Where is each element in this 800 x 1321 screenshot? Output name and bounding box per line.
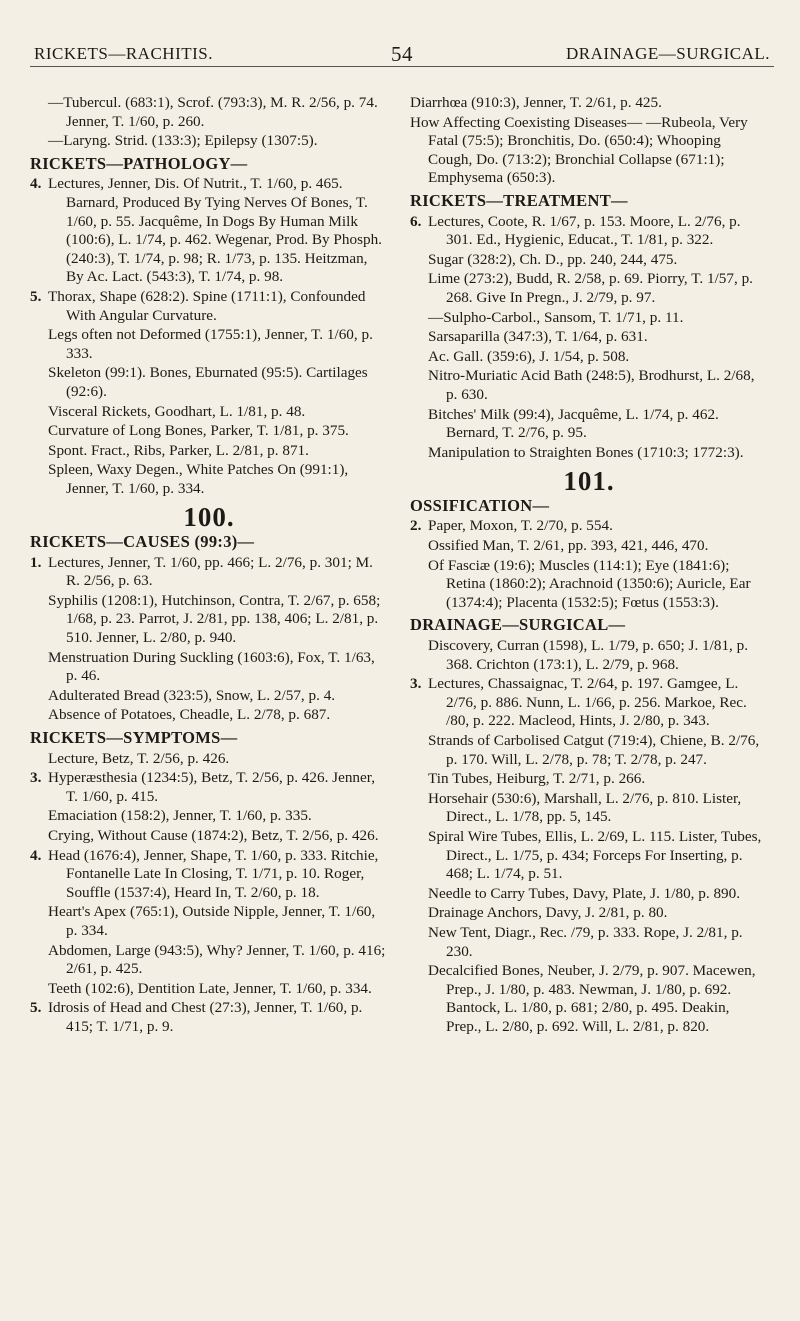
entry-text: Emaciation (158:2), Jenner, T. 1/60, p. 335. — [48, 807, 312, 825]
index-entry — [410, 904, 768, 923]
index-entry — [410, 885, 768, 904]
index-entry — [410, 517, 768, 536]
index-entry — [410, 790, 768, 827]
index-entry — [30, 326, 388, 363]
section-number-marker: 100. — [183, 502, 235, 533]
entry-text: Syphilis (1208:1), Hutchinson, Contra, T. 2/67, p. 658; 1/68, p. 23. Parrot, J. 2/81, pp. 138, 406; L. 2/81, p. 510. Jenner, L. 2/80, p. 940. — [48, 591, 381, 647]
entry-text: Bitches' Milk (99:4), Jacquême, L. 1/74, p. 462. Bernard, T. 2/76, p. 95. — [428, 405, 719, 442]
index-entry — [30, 592, 388, 648]
section-number-marker: 101. — [563, 466, 615, 497]
entry-text: Spiral Wire Tubes, Ellis, L. 2/69, L. 115. Lister, Tubes, Direct., L. 1/75, p. 434; Forceps For Inserting, p. 468; L. 1/74, p. 51. — [428, 827, 762, 883]
entry-text: Tin Tubes, Heiburg, T. 2/71, p. 266. — [428, 770, 646, 788]
index-entry — [410, 367, 768, 404]
index-entry — [410, 309, 768, 328]
entry-number: 4. — [30, 846, 42, 864]
entry-text: Horsehair (530:6), Marshall, L. 2/76, p. 810. Lister, Direct., L. 1/78, pp. 5, 145. — [428, 789, 742, 826]
index-entry — [30, 706, 388, 725]
entry-text: Lime (273:2), Budd, R. 2/58, p. 69. Piorry, T. 1/57, p. 268. Give In Pregn., J. 2/79, p. 97. — [428, 270, 753, 306]
index-entry — [410, 675, 768, 731]
entry-text: Drainage Anchors, Davy, J. 2/81, p. 80. — [428, 904, 668, 922]
entry-text: Heart's Apex (765:1), Outside Nipple, Jenner, T. 1/60, p. 334. — [48, 903, 376, 939]
entry-text: Head (1676:4), Jenner, Shape, T. 1/60, p. 333. Ritchie, Fontanelle Late In Closing, T. 1/71, p. 10. Roger, Souffle (1537:4), Heard In, T. 2/60, p. 18. — [48, 846, 379, 901]
entry-text: —Sulpho-Carbol., Sansom, T. 1/71, p. 11. — [428, 308, 684, 326]
entry-text: Idrosis of Head and Chest (27:3), Jenner, T. 1/60, p. 415; T. 1/71, p. 9. — [48, 999, 363, 1035]
index-entry: —Tubercul. (683:1), Scrof. (793:3), M. R. 2/56, p. 74. Jenner, T. 1/60, p. 260. — [48, 94, 378, 130]
section-heading: RICKETS—SYMPTOMS— — [30, 728, 238, 747]
entry-text: Abdomen, Large (943:5), Why? Jenner, T. 1/60, p. 416; 2/61, p. 425. — [48, 941, 386, 978]
entry-text: Adulterated Bread (323:5), Snow, L. 2/57, p. 4. — [48, 686, 336, 704]
entry-text: Thorax, Shape (628:2). Spine (1711:1), Confounded With Angular Curvature. — [48, 287, 366, 324]
entry-text: Ac. Gall. (359:6), J. 1/54, p. 508. — [428, 347, 630, 365]
index-entry — [30, 769, 388, 806]
entry-text: Menstruation During Suckling (1603:6), Fox, T. 1/63, p. 46. — [48, 648, 375, 685]
entry-text: Absence of Potatoes, Cheadle, L. 2/78, p. 687. — [48, 706, 331, 724]
running-header — [30, 36, 774, 67]
entry-text: Sarsaparilla (347:3), T. 1/64, p. 631. — [428, 328, 648, 346]
index-entry — [410, 251, 768, 270]
entry-number: 5. — [30, 287, 42, 305]
page-number: 54 — [391, 42, 413, 66]
entry-text: Needle to Carry Tubes, Davy, Plate, J. 1/80, p. 890. — [428, 884, 741, 902]
entry-text: Ossified Man, T. 2/61, pp. 393, 421, 446, 470. — [428, 537, 709, 555]
right-column — [410, 94, 768, 1038]
entry-text: Lectures, Coote, R. 1/67, p. 153. Moore, L. 2/76, p. 301. Ed., Hygienic, Educat., T. 1/81, p. 322. — [428, 212, 741, 249]
treatment-entries — [410, 213, 768, 463]
entry-text: Visceral Rickets, Goodhart, L. 1/81, p. 48. — [48, 402, 306, 420]
entry-text: Crying, Without Cause (1874:2), Betz, T. 2/56, p. 426. — [48, 826, 379, 844]
index-entry — [410, 328, 768, 347]
causes-entries — [30, 554, 388, 725]
index-entry — [410, 637, 768, 674]
entry-text: Lectures, Jenner, T. 1/60, pp. 466; L. 2/76, p. 301; M. R. 2/56, p. 63. — [48, 553, 373, 590]
index-entry — [30, 288, 388, 325]
index-entry — [30, 980, 388, 999]
index-entry — [410, 270, 768, 307]
entry-text: Strands of Carbolised Catgut (719:4), Chiene, B. 2/76, p. 170. Will, L. 2/78, p. 78; T. 2/78, p. 247. — [428, 732, 760, 768]
entry-number: 4. — [30, 175, 42, 193]
entry-number: 3. — [30, 769, 42, 787]
entry-text: Lectures, Chassaignac, T. 2/64, p. 197. Gamgee, L. 2/76, p. 886. Nunn, L. 1/66, p. 256. Markoe, Rec. /80, p. 222. Macleod, Hints, J. 2/80, p. 343. — [428, 675, 747, 730]
entry-text: Legs often not Deformed (1755:1), Jenner, T. 1/60, p. 333. — [48, 326, 373, 362]
entry-number: 1. — [30, 553, 42, 571]
index-entry — [30, 461, 388, 498]
index-entry — [30, 422, 388, 441]
index-entry — [410, 924, 768, 961]
ossification-entries — [410, 517, 768, 612]
index-entry — [410, 213, 768, 250]
index-entry — [410, 732, 768, 769]
index-entry — [30, 827, 388, 846]
index-entry: How Affecting Coexisting Diseases— —Rubeola, Very Fatal (75:5); Bronchitis, Do. (650:4); Whooping Cough, Do. (713:2); Bronchial Collapse (671:1); Emphysema (650:3). — [410, 113, 748, 187]
entry-text: Paper, Moxon, T. 2/70, p. 554. — [428, 517, 613, 535]
section-heading: RICKETS—CAUSES (99:3)— — [30, 532, 255, 552]
left-column — [30, 94, 388, 1038]
entry-text: Lectures, Jenner, Dis. Of Nutrit., T. 1/60, p. 465. Barnard, Produced By Tying Nerves Of Bones, T. 1/60, p. 55. Jacquême, In Dogs By Human Milk (100:6), L. 1/74, p. 462. Wegenar, Prod. By Phosph. (240:3), T. 1/74, p. 98; R. 1/73, p. 135. Heitzman, By Ac. Lact. (543:3), T. 1/74, p. 98. — [48, 175, 382, 286]
index-entry — [410, 406, 768, 443]
entry-text: Skeleton (99:1). Bones, Eburnated (95:5). Cartilages (92:6). — [48, 364, 368, 400]
index-entry — [410, 444, 768, 463]
entry-text: Curvature of Long Bones, Parker, T. 1/81, p. 375. — [48, 422, 349, 440]
entry-text: Spleen, Waxy Degen., White Patches On (991:1), Jenner, T. 1/60, p. 334. — [48, 461, 349, 497]
entry-text: Nitro-Muriatic Acid Bath (248:5), Brodhurst, L. 2/68, p. 630. — [428, 367, 755, 403]
entry-text: Lecture, Betz, T. 2/56, p. 426. — [48, 749, 230, 767]
index-entry — [30, 903, 388, 940]
index-entry — [30, 687, 388, 706]
index-entry — [30, 847, 388, 903]
entry-text: New Tent, Diagr., Rec. /79, p. 333. Rope, J. 2/81, p. 230. — [428, 923, 743, 960]
index-entry — [30, 999, 388, 1036]
index-entry — [30, 750, 388, 769]
symptoms-entries — [30, 750, 388, 1037]
index-entry — [30, 807, 388, 826]
entry-number: 3. — [410, 675, 422, 693]
entry-text: Manipulation to Straighten Bones (1710:3; 1772:3). — [428, 443, 744, 461]
index-entry — [410, 557, 768, 613]
index-entry — [30, 442, 388, 461]
index-entry — [30, 175, 388, 287]
entry-text: Teeth (102:6), Dentition Late, Jenner, T. 1/60, p. 334. — [48, 979, 372, 997]
entry-number: 5. — [30, 999, 42, 1017]
entry-text: Of Fasciæ (19:6); Muscles (114:1); Eye (1841:6); Retina (1860:2); Arachnoid (1350:6); Auricle, Ear (1374:4); Placenta (1532:5); Fœtus (1553:3). — [428, 556, 751, 611]
index-entry: Diarrhœa (910:3), Jenner, T. 2/61, p. 425. — [410, 94, 662, 111]
entry-number: 6. — [410, 212, 422, 230]
section-heading: RICKETS—TREATMENT— — [410, 190, 628, 210]
index-entry — [30, 649, 388, 686]
index-entry: —Laryng. Strid. (133:3); Epilepsy (1307:5). — [48, 132, 318, 150]
entry-number: 2. — [410, 517, 422, 535]
section-heading: OSSIFICATION— — [410, 495, 550, 515]
section-heading: DRAINAGE—SURGICAL— — [410, 615, 626, 635]
drainage-entries — [410, 637, 768, 1036]
index-entry — [410, 537, 768, 556]
entry-text: Hyperæsthesia (1234:5), Betz, T. 2/56, p. 426. Jenner, T. 1/60, p. 415. — [48, 769, 375, 805]
section-heading: RICKETS—PATHOLOGY— — [30, 153, 248, 173]
entry-text: Decalcified Bones, Neuber, J. 2/79, p. 907. Macewen, Prep., J. 1/80, p. 483. Newman, J. 1/80, p. 692. Bantock, L. 1/80, p. 681; 2/80, p. 495. Deakin, Prep., L. 2/80, p. 692. Will, L. 2/81, p. 820. — [428, 962, 756, 1035]
entry-text: Sugar (328:2), Ch. D., pp. 240, 244, 475. — [428, 250, 678, 268]
index-entry — [410, 348, 768, 367]
index-entry — [30, 364, 388, 401]
index-entry — [410, 962, 768, 1036]
index-entry — [30, 942, 388, 979]
pathology-entries — [30, 175, 388, 498]
header-left-title: RICKETS—RACHITIS. — [34, 44, 213, 63]
index-entry — [410, 770, 768, 789]
entry-text: Spont. Fract., Ribs, Parker, L. 2/81, p. 871. — [48, 441, 309, 459]
index-entry — [30, 403, 388, 422]
entry-text: Discovery, Curran (1598), L. 1/79, p. 650; J. 1/81, p. 368. Crichton (173:1), L. 2/79, p. 968. — [428, 637, 749, 673]
index-entry — [30, 554, 388, 591]
header-right-title: DRAINAGE—SURGICAL. — [565, 44, 770, 63]
index-entry — [410, 828, 768, 884]
